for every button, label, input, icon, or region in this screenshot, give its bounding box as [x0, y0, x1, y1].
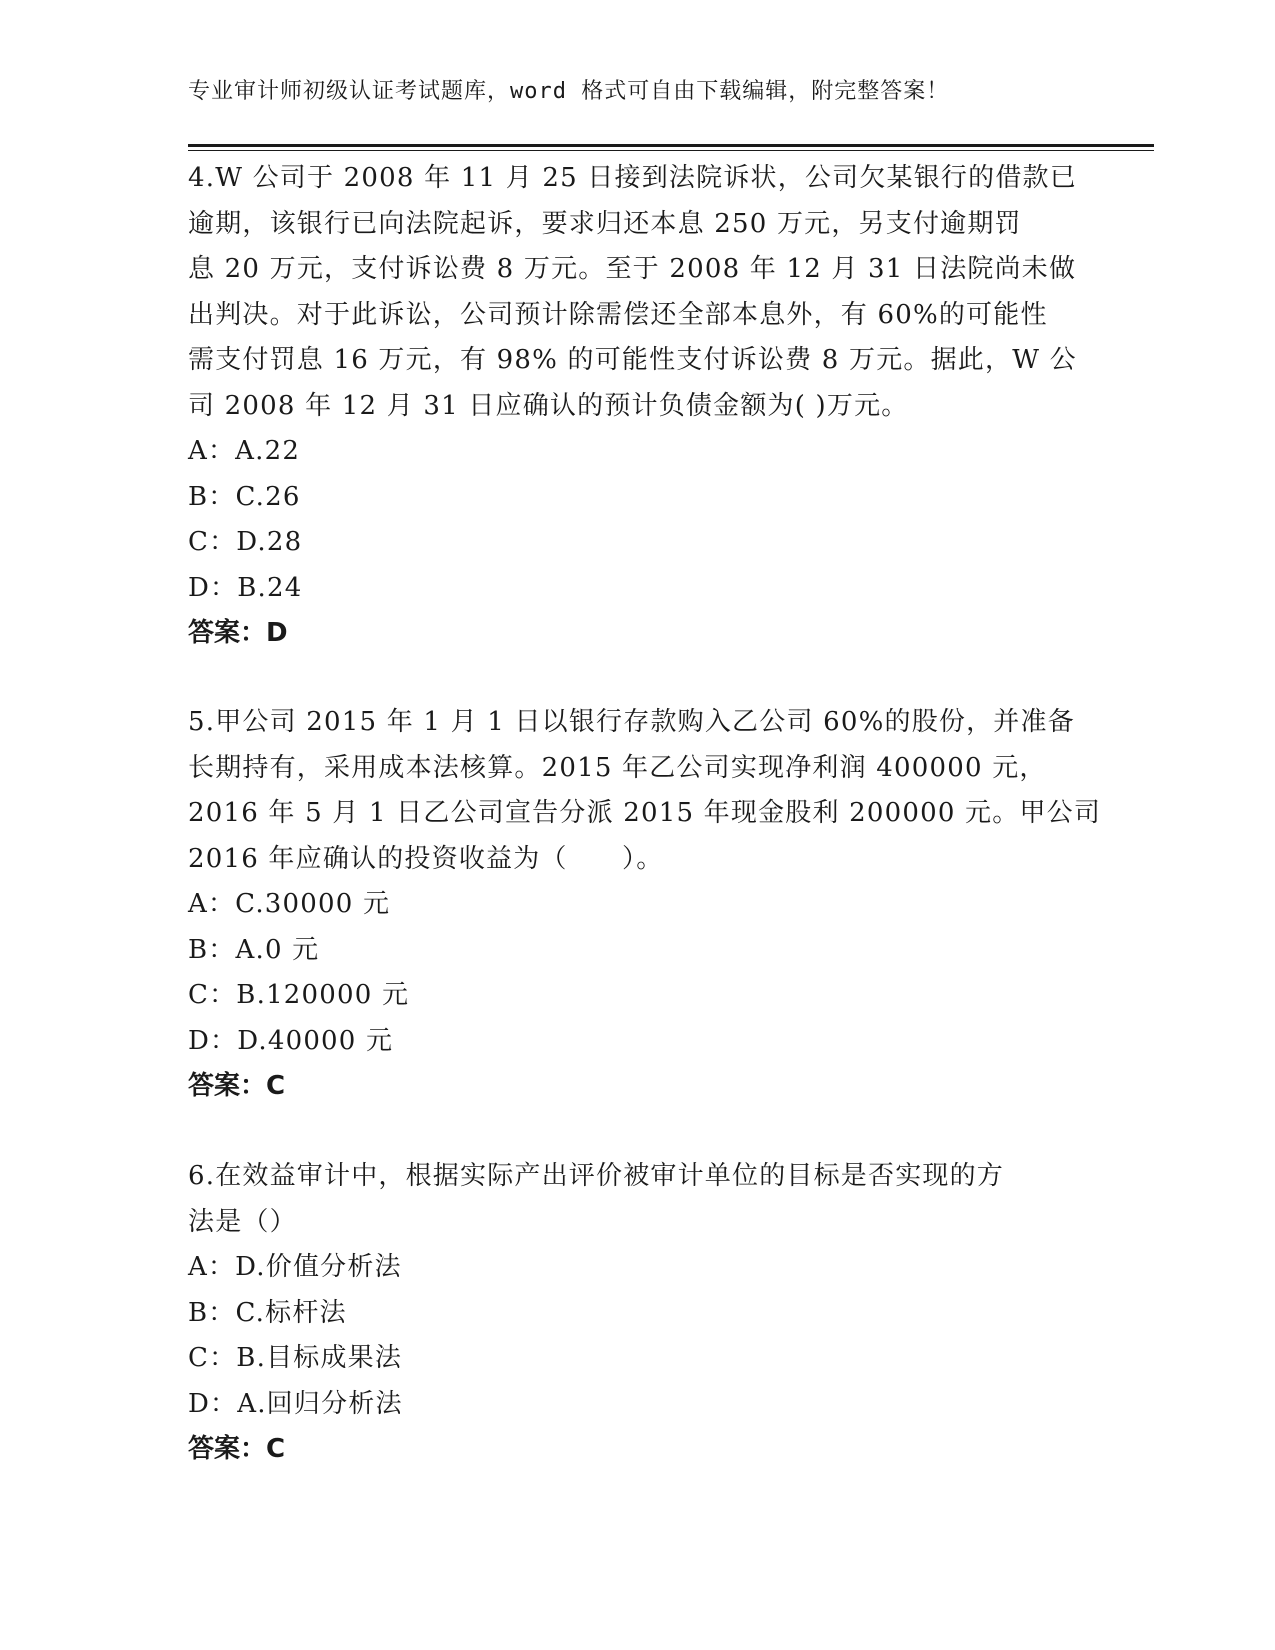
option-c: C：D.28 — [188, 527, 303, 557]
option-a: A：D.价值分析法 — [188, 1252, 402, 1282]
question-5 — [188, 700, 1102, 1110]
option-c: C：B.目标成果法 — [188, 1343, 403, 1373]
question-4 — [188, 156, 1088, 657]
option-d: D：D.40000 元 — [188, 1025, 394, 1056]
question-text-line: 需支付罚息 16 万元，有 98% 的可能性支付诉讼费 8 万元。据此，W 公 — [188, 345, 1077, 375]
header-rule-thick — [188, 144, 1154, 147]
answer: 答案：D — [188, 618, 288, 648]
question-text-line: 法是（） — [188, 1206, 297, 1237]
header-rule-thin — [188, 150, 1154, 151]
option-a: A：C.30000 元 — [188, 889, 391, 919]
question-text-line: 2016 年 5 月 1 日乙公司宣告分派 2015 年现金股利 200000 元。甲公司 — [188, 798, 1102, 828]
question-6 — [188, 1154, 1088, 1473]
option-b: B：C.标杆法 — [188, 1297, 347, 1328]
option-d: D：B.24 — [188, 572, 303, 603]
question-text-line: 4.W 公司于 2008 年 11 月 25 日接到法院诉状，公司欠某银行的借款已 — [188, 163, 1077, 193]
option-b: B：C.26 — [188, 481, 301, 512]
question-text-line: 逾期，该银行已向法院起诉，要求归还本息 250 万元，另支付逾期罚 — [188, 208, 1022, 239]
question-text-line: 出判决。对于此诉讼，公司预计除需偿还全部本息外，有 60%的可能性 — [188, 299, 1048, 330]
option-b: B：A.0 元 — [188, 934, 320, 965]
answer: 答案：C — [188, 1071, 286, 1101]
page-header: 专业审计师初级认证考试题库，word 格式可自由下载编辑，附完整答案！ — [188, 79, 950, 104]
option-d: D：A.回归分析法 — [188, 1388, 403, 1419]
question-text-line: 息 20 万元，支付诉讼费 8 万元。至于 2008 年 12 月 31 日法院尚未做 — [188, 254, 1077, 284]
option-a: A：A.22 — [188, 436, 301, 466]
question-text-line: 2016 年应确认的投资收益为（ ）。 — [188, 843, 664, 874]
question-text-line: 长期持有，采用成本法核算。2015 年乙公司实现净利润 400000 元， — [188, 752, 1047, 783]
answer: 答案：C — [188, 1434, 286, 1464]
option-c: C：B.120000 元 — [188, 980, 410, 1010]
question-text-line: 5.甲公司 2015 年 1 月 1 日以银行存款购入乙公司 60%的股份，并准备 — [188, 707, 1075, 737]
question-text-line: 司 2008 年 12 月 31 日应确认的预计负债金额为( )万元。 — [188, 390, 909, 421]
question-text-line: 6.在效益审计中，根据实际产出评价被审计单位的目标是否实现的方 — [188, 1161, 1005, 1191]
